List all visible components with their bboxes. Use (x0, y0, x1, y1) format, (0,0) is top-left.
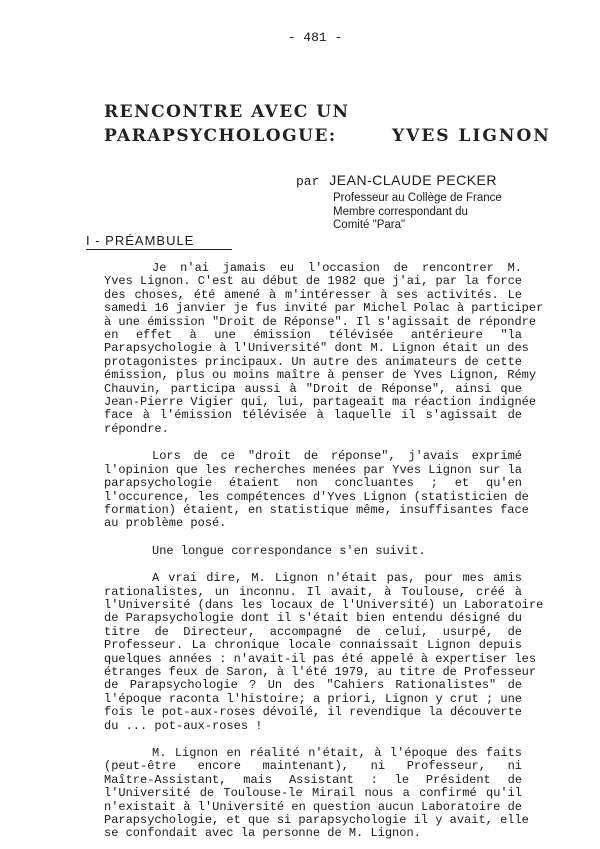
affiliation-line: Membre correspondant du (333, 205, 468, 218)
section-heading-text: I - PRÉAMBULE (86, 233, 195, 248)
text-line: Lors de ce "droit de réponse", j'avais exprimé (152, 449, 522, 464)
text-line: l'Université (dans les locaux de l'Université) un Laboratoire (104, 597, 544, 612)
paragraph (104, 746, 529, 841)
section-underline (86, 249, 232, 250)
text-line: l'Université de Toulouse-le Mirail nous a confirmé qu'il (104, 786, 522, 801)
text-line: Chauvin, participa aussi à "Droit de Réponse", ainsi que (104, 381, 522, 396)
text-line: se confondait avec la personne de M. Lignon. (104, 826, 421, 841)
text-line: Parapsychologie à l'Université" dont M. Lignon était un des (104, 341, 529, 356)
text-line: formation) étaient, en statistique même, insuffisantes face (104, 502, 529, 517)
byline-par: par (296, 174, 320, 189)
section-heading (86, 233, 232, 250)
text-line: à une émission "Droit de Réponse". Il s'agissait de répondre (104, 314, 537, 329)
text-line: A vrai dire, M. Lignon n'était pas, pour mes amis (152, 571, 522, 586)
text-line: face à l'émission télévisée à laquelle il s'agissait de (104, 408, 522, 423)
affiliation-line: Professeur au Collège de France (333, 192, 502, 204)
text-line: des choses, été amené à m'intéresser à ses activités. Le (104, 287, 522, 302)
text-line: Jean-Pierre Vigier qui, lui, partageait ma réaction indignée (104, 395, 537, 410)
text-line: de Parapsychologie ? Un des "Cahiers Rationalistes" de (104, 678, 522, 693)
byline (296, 172, 497, 189)
article-title-line-1: RENCONTRE AVEC UN (104, 102, 350, 122)
text-line: parapsychologie étaient non concluantes ; et qu'en (104, 476, 522, 491)
text-line: rationalistes, un inconnu. Il avait, à Toulouse, créé à (104, 584, 522, 599)
text-line: protagonistes principaux. Un autre des animateurs de cette (104, 354, 522, 369)
text-line: Parapsychologie, et que si parapsychologie il y avait, elle (104, 813, 529, 828)
body-text (104, 261, 544, 841)
text-line: quelques années : n'avait-il pas été appelé à expertiser les (104, 651, 537, 666)
text-line: fois le pot-aux-roses dévoilé, il revendique la découverte (104, 705, 522, 720)
text-line: l'opinion que les recherches menées par Yves Lignon sur la (104, 462, 522, 477)
paragraph (104, 545, 522, 558)
article-title-subject: YVES LIGNON (392, 126, 551, 146)
text-line: (peut-être encore maintenant), ni Professeur, ni (104, 759, 522, 774)
paragraph (104, 449, 529, 531)
text-line: émission, plus ou moins maître à penser de Yves Lignon, Rémy (104, 368, 537, 383)
paragraph-spacer (104, 558, 522, 572)
paragraph-spacer (104, 733, 522, 747)
paragraph-spacer (104, 436, 522, 450)
text-line: Yves Lignon. C'est au début de 1982 que j'ai, par la force (104, 274, 522, 289)
page-number: - 481 - (287, 30, 343, 45)
text-line: l'occurence, les compétences d'Yves Lignon (statisticien de (104, 489, 529, 504)
paragraph-spacer (104, 531, 522, 545)
author-name: JEAN-CLAUDE PECKER (329, 172, 497, 188)
text-line: M. Lignon en réalité n'était, à l'époque des faits (152, 746, 522, 760)
affiliation-line: Comité "Para" (333, 219, 406, 231)
text-line: Professeur. La chronique locale connaissait Lignon depuis (104, 638, 522, 653)
article-title-line-2: PARAPSYCHOLOGUE: (104, 126, 337, 146)
paragraph (104, 261, 544, 436)
text-line: étranges feux de Saron, à l'été 1979, au titre de Professeur (104, 664, 537, 679)
text-line: titre de Directeur, accompagné de celui, usurpé, de (104, 624, 522, 639)
author-affiliation (333, 192, 502, 233)
text-line: Une longue correspondance s'en suivit. (152, 543, 426, 558)
text-line: l'époque raconta l'histoire; a priori, Lignon y crut ; une (104, 691, 522, 706)
text-line: de Parapsychologie dont il s'était bien entendu désigné du (104, 611, 522, 626)
text-line: samedi 16 janvier je fus invité par Michel Polac à participer (104, 301, 544, 316)
text-line: répondre. (104, 421, 169, 436)
text-line: Maître-Assistant, mais Assistant : le Président de (104, 772, 522, 787)
text-line: au problème posé. (104, 516, 227, 531)
paragraph (104, 571, 544, 733)
text-line: en effet à une émission télévisée antérieure "la (104, 328, 522, 343)
text-line: Je n'ai jamais eu l'occasion de rencontrer M. (152, 261, 522, 275)
text-line: du ... pot-aux-roses ! (104, 718, 263, 733)
text-line: n'existait à l'Université en question aucun Laboratoire de (104, 799, 522, 814)
